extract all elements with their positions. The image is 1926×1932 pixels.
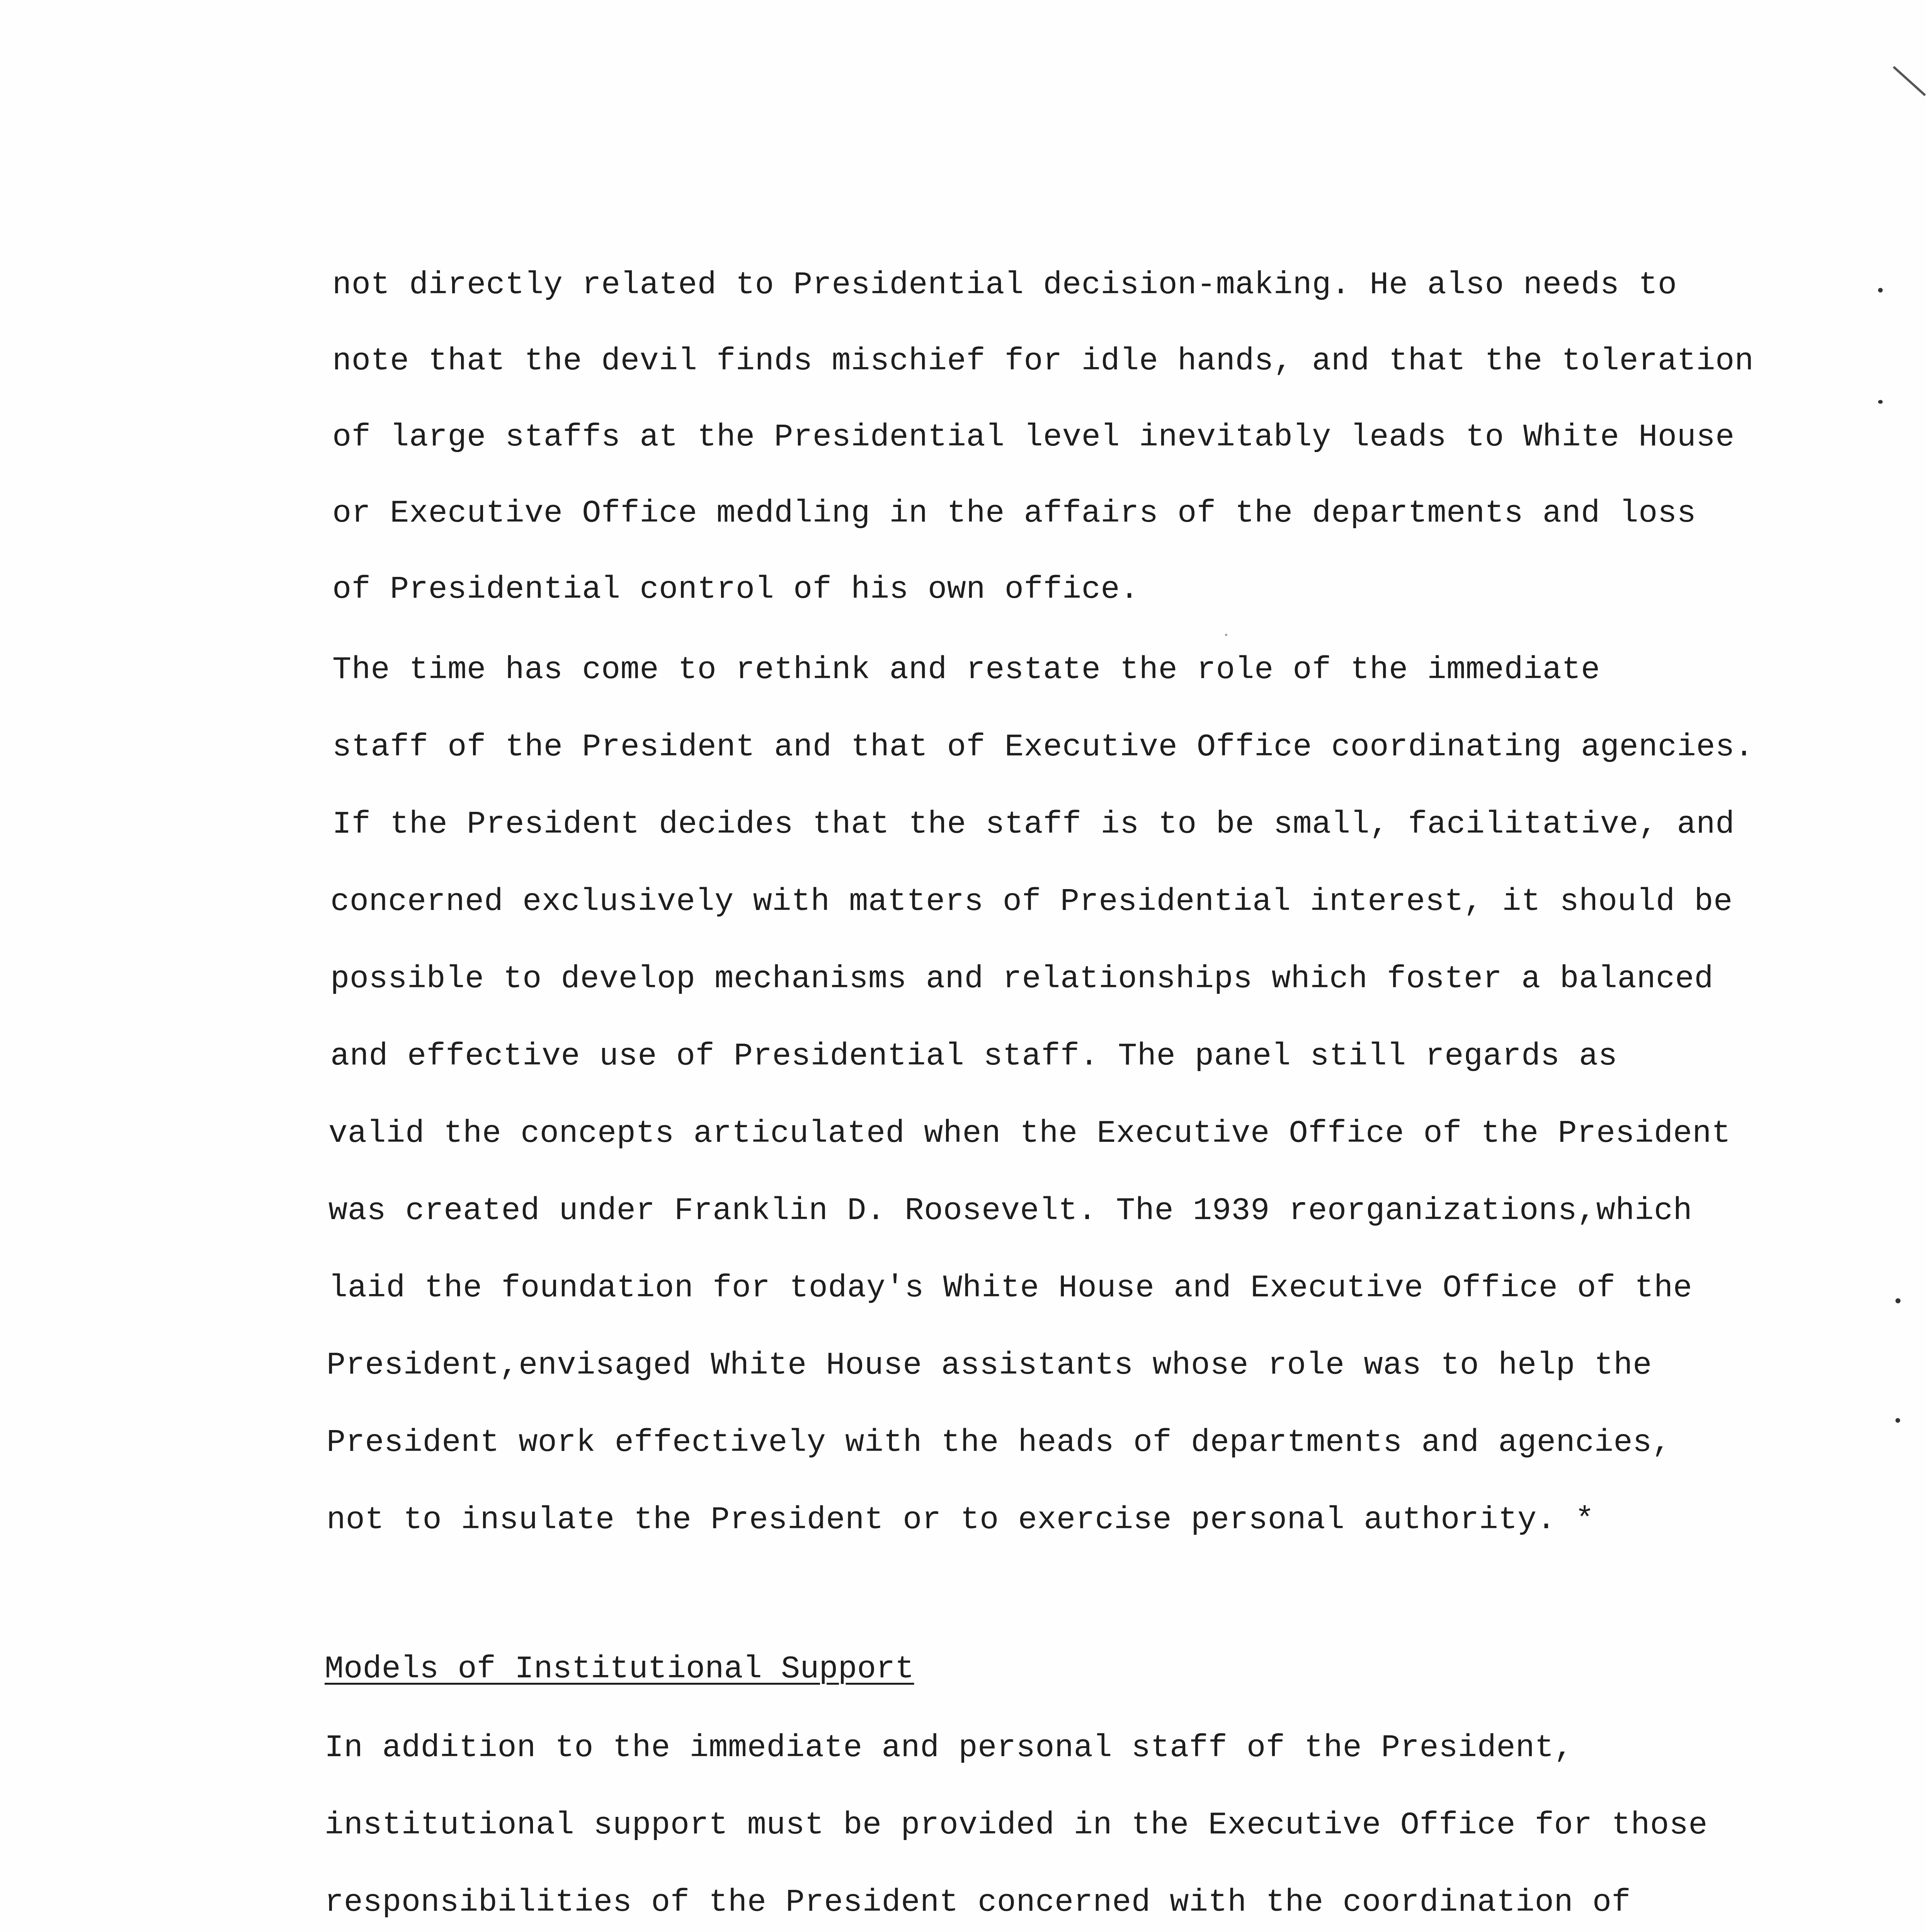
text-line: or Executive Office meddling in the affairs of the departments and loss bbox=[332, 495, 1696, 531]
text-line: not to insulate the President or to exercise personal authority. * bbox=[327, 1502, 1594, 1538]
scan-speck bbox=[1878, 400, 1883, 404]
text-line: responsibilities of the President concerned with the coordination of bbox=[325, 1884, 1631, 1920]
section-heading: Models of Institutional Support bbox=[325, 1651, 914, 1687]
text-line: note that the devil finds mischief for idle hands, and that the toleration bbox=[332, 343, 1754, 379]
text-line: concerned exclusively with matters of Presidential interest, it should be bbox=[330, 884, 1733, 920]
text-line: laid the foundation for today's White House and Executive Office of the bbox=[328, 1270, 1693, 1306]
scan-speck bbox=[1225, 634, 1227, 636]
text-line: The time has come to rethink and restate the role of the immediate bbox=[332, 652, 1600, 688]
text-line: was created under Franklin D. Roosevelt. The 1939 reorganizations,which bbox=[328, 1193, 1693, 1229]
text-line: of Presidential control of his own office. bbox=[332, 571, 1139, 607]
text-line: valid the concepts articulated when the Executive Office of the President bbox=[328, 1116, 1731, 1151]
scan-speck bbox=[1878, 288, 1883, 293]
scan-speck bbox=[1895, 1298, 1900, 1303]
text-line: President work effectively with the heads of departments and agencies, bbox=[327, 1425, 1671, 1461]
text-line: possible to develop mechanisms and relationships which foster a balanced bbox=[330, 961, 1713, 997]
text-line: President,envisaged White House assistants whose role was to help the bbox=[327, 1347, 1652, 1383]
text-line: In addition to the immediate and personal staff of the President, bbox=[325, 1730, 1574, 1766]
text-line: and effective use of Presidential staff. The panel still regards as bbox=[330, 1038, 1618, 1074]
text-line: institutional support must be provided in the Executive Office for those bbox=[325, 1807, 1708, 1843]
scan-speck bbox=[1895, 1418, 1900, 1423]
text-line: not directly related to Presidential decision-making. He also needs to bbox=[332, 267, 1677, 303]
scan-mark bbox=[1893, 66, 1926, 96]
text-line: of large staffs at the Presidential level inevitably leads to White House bbox=[332, 419, 1735, 455]
text-line: staff of the President and that of Executive Office coordinating agencies. bbox=[332, 729, 1754, 765]
text-line: If the President decides that the staff is to be small, facilitative, and bbox=[332, 806, 1735, 842]
